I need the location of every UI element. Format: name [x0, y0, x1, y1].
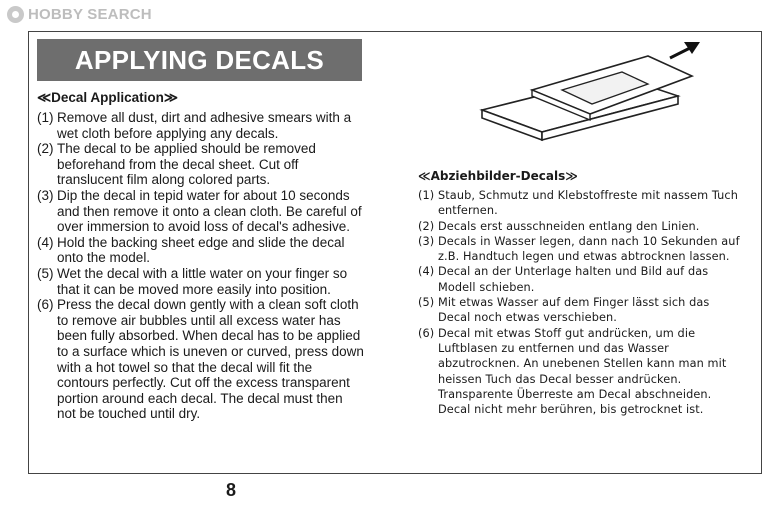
watermark-text: HOBBY SEARCH: [28, 5, 152, 23]
step-number: (3): [418, 234, 435, 248]
step-item: [37, 188, 365, 235]
step-item: [418, 188, 743, 219]
step-text: Wet the decal with a little water on your finger so that it can be moved more easily into position.: [57, 265, 348, 297]
german-heading: ≪Abziehbilder-Decals≫: [418, 169, 578, 183]
english-steps: [37, 110, 365, 422]
step-item: [418, 219, 743, 234]
step-item: [418, 295, 743, 326]
step-item: [418, 326, 743, 418]
german-steps: [418, 188, 743, 417]
step-text: Decal mit etwas Stoff gut andrücken, um die Luftblasen zu entfernen und das Wasser abzutrocknen. An unebenen Stellen kann man mit heissen Tuch das Decal besser andrücken. Transparente Überreste am Decal abschneiden. Decal nicht mehr berühren, bis getrocknet ist.: [438, 326, 727, 417]
step-text: The decal to be applied should be removed beforehand from the decal sheet. Cut off translucent film along colored parts.: [57, 141, 316, 188]
step-number: (6): [418, 326, 435, 340]
step-text: Dip the decal in tepid water for about 10 seconds and then remove it onto a clean cloth. Be careful of over immersion to avoid loss of decal's adhesive.: [57, 187, 362, 235]
watermark: [7, 5, 152, 23]
step-number: (2): [418, 219, 435, 233]
arrow-up-right-icon: [670, 42, 700, 58]
step-number: (6): [37, 297, 54, 313]
hobbysearch-logo-icon: [7, 6, 24, 23]
step-item: [37, 297, 365, 422]
page-number: 8: [226, 480, 237, 500]
english-section: [37, 90, 365, 422]
step-text: Decals in Wasser legen, dann nach 10 Sekunden auf z.B. Handtuch legen und etwas abtrocknen lassen.: [438, 234, 740, 264]
decal-slide-illustration-icon: [470, 38, 710, 148]
step-item: [418, 264, 743, 295]
step-number: (1): [418, 189, 435, 202]
step-item: [37, 235, 365, 266]
step-text: Decals erst ausschneiden entlang den Linien.: [438, 219, 700, 233]
step-item: [37, 110, 365, 141]
step-number: (5): [37, 265, 54, 281]
step-number: (5): [418, 296, 435, 310]
german-section: [418, 169, 743, 417]
english-heading: ≪Decal Application≫: [37, 90, 179, 105]
step-number: (1): [37, 110, 54, 125]
step-text: Press the decal down gently with a clean soft cloth to remove air bubbles until all excess water has been fully absorbed. When decal has to be applied to a surface which is uneven or curved, press down with a hot towel so that the decal will fit the contours perfectly. Cut off the excess transparent portion around each decal. The decal must then not be touched until dry.: [57, 297, 364, 422]
page-title: APPLYING DECALS: [74, 44, 325, 75]
step-item: [37, 141, 365, 188]
title-banner: [37, 39, 362, 81]
step-item: [37, 266, 365, 297]
step-text: Remove all dust, dirt and adhesive smears with a wet cloth before applying any decals.: [57, 110, 352, 141]
step-text: Mit etwas Wasser auf dem Finger lässt sich das Decal noch etwas verschieben.: [438, 296, 710, 325]
step-text: Staub, Schmutz und Klebstoffreste mit nassem Tuch entfernen.: [438, 189, 739, 218]
step-number: (3): [37, 187, 54, 203]
step-text: Decal an der Unterlage halten und Bild auf das Modell schieben.: [438, 265, 709, 294]
step-text: Hold the backing sheet edge and slide the decal onto the model.: [57, 234, 345, 266]
step-number: (2): [37, 141, 54, 157]
step-number: (4): [37, 234, 54, 250]
step-item: [418, 234, 743, 265]
step-number: (4): [418, 265, 435, 279]
